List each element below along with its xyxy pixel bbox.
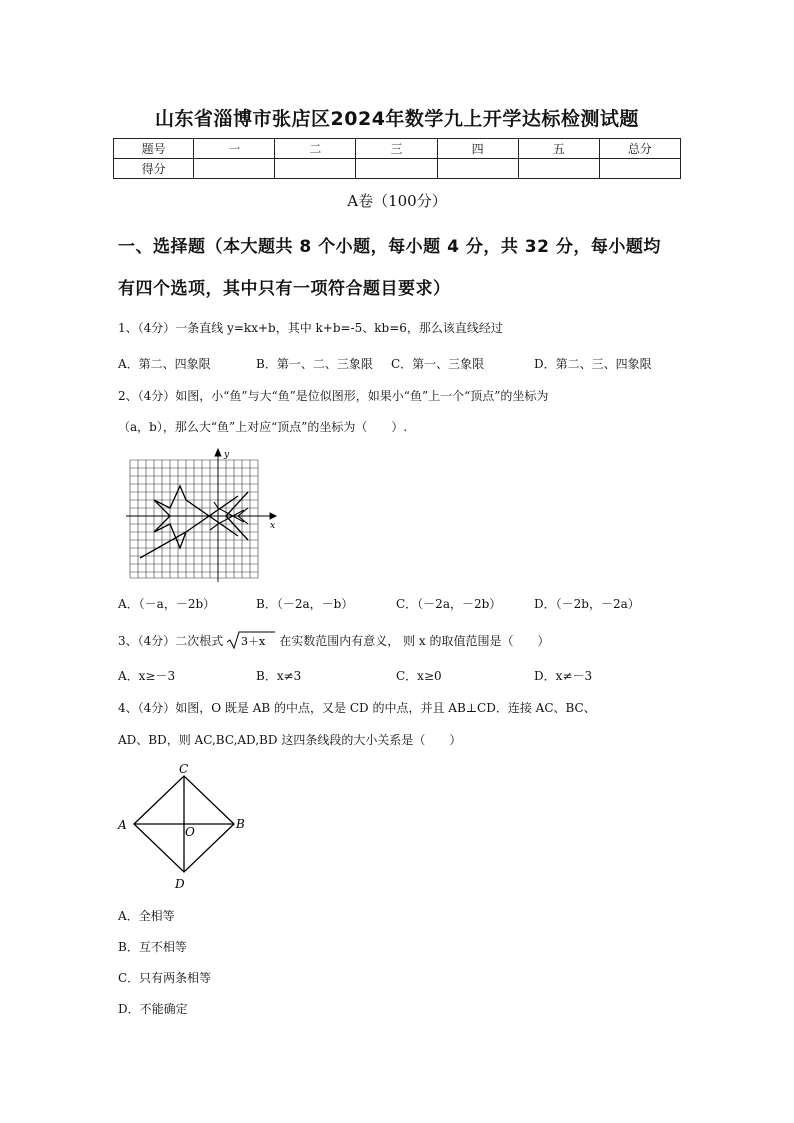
q4-option-a[interactable]: A．全相等	[118, 909, 175, 923]
radical-sign-icon	[226, 630, 276, 650]
q4-stem-line2: AD、BD，则 AC,BC,AD,BD 这四条线段的大小关系是（ ）	[118, 733, 462, 747]
score-cell[interactable]	[356, 159, 437, 179]
q4-option-c[interactable]: C．只有两条相等	[118, 971, 212, 985]
label-o: O	[185, 825, 195, 839]
part1-heading-line2: 有四个选项，其中只有一项符合题目要求）	[118, 279, 451, 299]
label-a: A	[118, 818, 127, 832]
header-cell: 题号	[114, 139, 194, 159]
q3-option-c[interactable]: C．x≥0	[396, 669, 442, 683]
section-a-title: A卷（100分）	[347, 192, 447, 210]
q3-option-b[interactable]: B．x≠3	[256, 669, 302, 683]
rhombus-lines	[134, 776, 234, 872]
fish-figure	[120, 448, 282, 583]
q2-stem-line2: （a，b），那么大“鱼”上对应“顶点”的坐标为（ ）.	[118, 420, 408, 434]
q4-stem-line1: 4、（4分）如图，O 既是 AB 的中点，又是 CD 的中点，并且 AB⊥CD．连接 AC、BC、	[118, 701, 596, 715]
q3-option-d[interactable]: D．x≠－3	[534, 669, 593, 683]
score-table-header-row	[114, 139, 681, 159]
label-b: B	[236, 817, 245, 831]
score-cell[interactable]	[599, 159, 680, 179]
score-table-score-row	[114, 159, 681, 179]
q1-option-b[interactable]: B．第一、二、三象限	[256, 357, 373, 371]
q1-option-a[interactable]: A．第二、四象限	[118, 357, 211, 371]
q2-stem-line1: 2、（4分）如图，小“鱼”与大“鱼”是位似图形，如果小“鱼”上一个“顶点”的坐标为	[118, 389, 549, 403]
q2-option-b[interactable]: B．（－2a，－b）	[256, 597, 354, 611]
q1-option-c[interactable]: C．第一、三象限	[391, 357, 485, 371]
q4-option-d[interactable]: D．不能确定	[118, 1002, 188, 1016]
header-cell: 一	[194, 139, 275, 159]
part1-heading-line1: 一、选择题（本大题共 8 个小题，每小题 4 分，共 32 分，每小题均	[118, 237, 661, 257]
header-cell: 三	[356, 139, 437, 159]
score-cell[interactable]	[518, 159, 599, 179]
score-cell[interactable]	[194, 159, 275, 179]
x-axis-label: x	[270, 521, 276, 531]
y-axis-label: y	[224, 450, 230, 460]
q1-stem: 1、（4分）一条直线 y=kx+b，其中 k+b=-5、kb=6，那么该直线经过	[118, 321, 503, 335]
q3-stem-after: 在实数范围内有意义， 则 x 的取值范围是（ ）	[279, 634, 550, 648]
score-table	[113, 138, 681, 179]
coordinate-axes	[126, 449, 276, 582]
q2-option-a[interactable]: A．（－a，－2b）	[118, 597, 216, 611]
page-title: 山东省淄博市张店区2024年数学九上开学达标检测试题	[155, 108, 639, 130]
label-d: D	[175, 877, 185, 891]
row-label-cell: 得分	[114, 159, 194, 179]
q3-stem	[118, 630, 550, 653]
score-cell[interactable]	[437, 159, 518, 179]
header-cell: 二	[275, 139, 356, 159]
rhombus-figure	[112, 760, 252, 895]
q2-option-c[interactable]: C．（－2a，－2b）	[396, 597, 502, 611]
q4-option-b[interactable]: B．互不相等	[118, 940, 187, 954]
label-c: C	[179, 762, 189, 776]
q3-option-a[interactable]: A．x≥－3	[118, 669, 176, 683]
header-cell: 四	[437, 139, 518, 159]
square-root-expression	[226, 630, 276, 653]
q3-stem-before: 3、（4分）二次根式	[118, 634, 224, 648]
radicand: 3＋x	[241, 635, 266, 648]
q2-option-d[interactable]: D．（－2b，－2a）	[534, 597, 640, 611]
header-cell: 总分	[599, 139, 680, 159]
score-cell[interactable]	[275, 159, 356, 179]
q1-option-d[interactable]: D．第二、三、四象限	[534, 357, 652, 371]
header-cell: 五	[518, 139, 599, 159]
